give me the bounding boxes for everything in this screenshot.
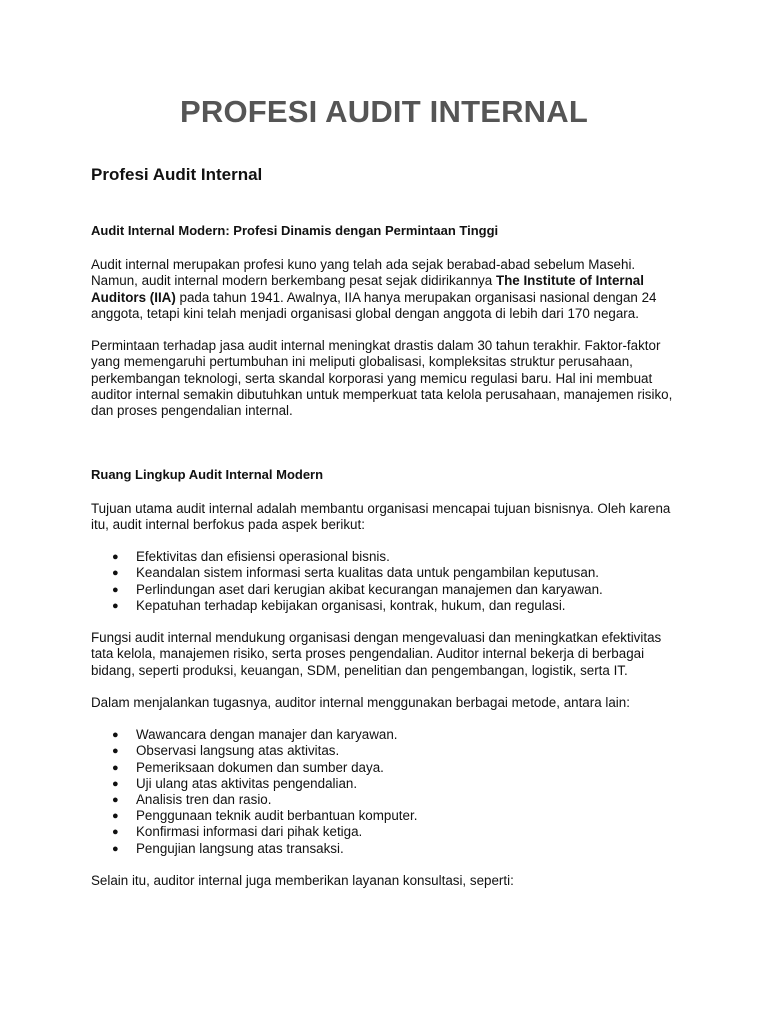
list-item	[91, 743, 677, 759]
list-item-text: Konfirmasi informasi dari pihak ketiga.	[136, 824, 363, 840]
list-item	[91, 565, 677, 581]
paragraph-methods-intro: Dalam menjalankan tugasnya, auditor internal menggunakan berbagai metode, antara lain:	[91, 694, 630, 710]
list-item	[91, 824, 677, 840]
list-item	[91, 841, 677, 857]
list-item-text: Pemeriksaan dokumen dan sumber daya.	[136, 759, 384, 775]
list-item-text: Analisis tren dan rasio.	[136, 792, 272, 808]
bullet-icon: ●	[112, 777, 119, 790]
paragraph-purpose: Tujuan utama audit internal adalah membantu organisasi mencapai tujuan bisnisnya. Oleh karena itu, audit internal berfokus pada aspek berikut:	[91, 500, 671, 532]
paragraph-history-text-1: Audit internal merupakan profesi kuno yang telah ada sejak berabad-abad sebelum Masehi. Namun, audit internal modern berkembang pesat sejak didirikannya	[91, 257, 636, 289]
list-item-text: Efektivitas dan efisiensi operasional bisnis.	[136, 549, 390, 565]
bullet-icon: ●	[112, 567, 119, 580]
subsection-heading-scope: Ruang Lingkup Audit Internal Modern	[91, 466, 324, 482]
bullet-icon: ●	[112, 761, 119, 774]
methods-list	[91, 727, 677, 857]
bullet-icon: ●	[112, 583, 119, 596]
bullet-icon: ●	[112, 599, 119, 612]
bullet-icon: ●	[112, 729, 119, 742]
paragraph-demand: Permintaan terhadap jasa audit internal meningkat drastis dalam 30 tahun terakhir. Faktor-faktor yang memengaruhi pertumbuhan ini meliputi globalisasi, kompleksitas struktur perusahaan, perkembangan teknologi, serta skandal korporasi yang memicu regulasi baru. Hal ini membuat auditor internal semakin dibutuhkan untuk memperkuat tata kelola perusahaan, manajemen risiko, dan proses pengendalian internal.	[91, 338, 673, 419]
list-item	[91, 727, 677, 743]
list-item-text: Perlindungan aset dari kerugian akibat kecurangan manajemen dan karyawan.	[136, 581, 603, 597]
list-item-text: Kepatuhan terhadap kebijakan organisasi, kontrak, hukum, dan regulasi.	[136, 597, 566, 613]
list-item-text: Wawancara dengan manajer dan karyawan.	[136, 727, 398, 743]
list-item	[91, 792, 677, 808]
list-item	[91, 808, 677, 824]
paragraph-history-text-2: pada tahun 1941. Awalnya, IIA hanya merupakan organisasi nasional dengan 24 anggota, tetapi kini telah menjadi organisasi global dengan anggota di lebih dari 170 negara.	[91, 289, 657, 321]
bullet-icon: ●	[112, 842, 119, 855]
list-item	[91, 549, 677, 565]
list-item	[91, 582, 677, 598]
list-item-text: Pengujian langsung atas transaksi.	[136, 840, 344, 856]
section-heading: Profesi Audit Internal	[91, 165, 263, 184]
paragraph-function: Fungsi audit internal mendukung organisasi dengan mengevaluasi dan meningkatkan efektivitas tata kelola, manajemen risiko, serta proses pengendalian. Auditor internal bekerja di berbagai bidang, seperti produksi, keuangan, SDM, penelitian dan pengembangan, logistik, serta IT.	[91, 630, 662, 678]
subsection-heading-modern-audit: Audit Internal Modern: Profesi Dinamis dengan Permintaan Tinggi	[91, 223, 499, 238]
list-item-text: Uji ulang atas aktivitas pengendalian.	[136, 775, 358, 791]
list-item-text: Keandalan sistem informasi serta kualitas data untuk pengambilan keputusan.	[136, 565, 599, 581]
document-title: PROFESI AUDIT INTERNAL	[180, 94, 588, 129]
bullet-icon: ●	[112, 745, 119, 758]
list-item-text: Penggunaan teknik audit berbantuan komputer.	[136, 808, 418, 824]
list-item	[91, 776, 677, 792]
list-item-text: Observasi langsung atas aktivitas.	[136, 743, 340, 759]
bullet-icon: ●	[112, 551, 119, 564]
paragraph-history	[91, 257, 677, 322]
list-item	[91, 598, 677, 614]
focus-aspects-list	[91, 549, 677, 614]
paragraph-consulting-intro: Selain itu, auditor internal juga memberikan layanan konsultasi, seperti:	[91, 872, 514, 888]
bullet-icon: ●	[112, 826, 119, 839]
bullet-icon: ●	[112, 794, 119, 807]
iia-name: The Institute of Internal Auditors (IIA)	[91, 273, 644, 305]
bullet-icon: ●	[112, 810, 119, 823]
list-item	[91, 760, 677, 776]
